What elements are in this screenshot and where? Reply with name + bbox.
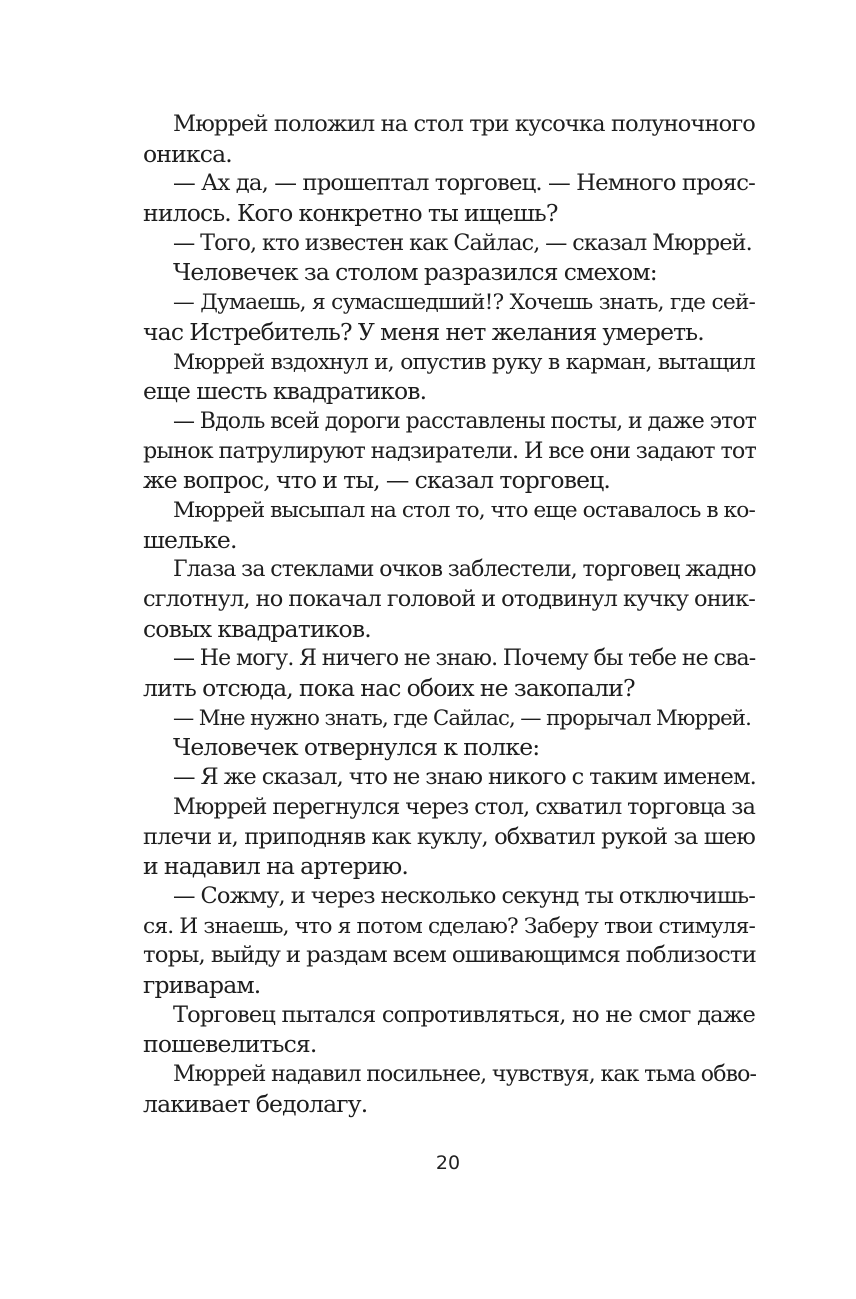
text-line: Мюррей надавил посильнее, чувствуя, как тьма обво-: [173, 1062, 757, 1087]
text-line: час Истребитель? У меня нет желания умереть.: [143, 317, 704, 346]
text-line: — Ах да, — прошептал торговец. — Немного прояс-: [173, 170, 755, 197]
text-line: — Того, кто известен как Сайлас, — сказал Мюррей.: [173, 229, 752, 256]
text-line: рынок патрулируют надзиратели. И все они задают тот: [143, 437, 756, 464]
text-line: шельке.: [143, 525, 237, 554]
text-line: Мюррей положил на стол три кусочка полуночного: [173, 111, 755, 137]
text-line: — Не могу. Я ничего не знаю. Почему бы тебе не сва-: [173, 646, 756, 672]
text-line: же вопрос, что и ты, — сказал торговец.: [143, 466, 611, 495]
text-line: — Я же сказал, что не знаю никого с таким именем.: [173, 764, 756, 791]
text-line: Мюррей перегнулся через стол, схватил торговца за: [173, 793, 755, 820]
text-line: — Мне нужно знать, где Сайлас, — прорычал Мюррей.: [173, 705, 752, 731]
text-line: плечи и, приподняв как куклу, обхватил рукой за шею: [143, 823, 755, 850]
text-line: торы, выйду и раздам всем ошивающимся поблизости: [143, 942, 756, 969]
body-text: [143, 110, 755, 1119]
text-line: Мюррей высыпал на стол то, что еще оставалось в ко-: [173, 497, 755, 523]
text-line: оникса.: [143, 139, 232, 168]
text-line: — Думаешь, я сумасшедший!? Хочешь знать, где сей-: [173, 290, 755, 316]
text-line: — Вдоль всей дороги расставлены посты, и даже этот: [173, 408, 757, 434]
text-line: пошевелиться.: [143, 1030, 317, 1059]
text-line: — Сожму, и через несколько секунд ты отключишь-: [173, 882, 755, 909]
text-line: лить отсюда, пока нас обоих не закопали?: [143, 674, 635, 703]
page-number: 20: [435, 1152, 461, 1174]
text-line: Глаза за стеклами очков заблестели, торговец жадно: [173, 557, 756, 583]
text-line: совых квадратиков.: [143, 614, 371, 643]
text-line: Торговец пытался сопротивляться, но не смог даже: [173, 1001, 755, 1028]
text-line: нилось. Кого конкретно ты ищешь?: [143, 199, 558, 228]
text-line: гриварам.: [143, 970, 261, 999]
text-line: Человечек за столом разразился смехом:: [173, 258, 657, 287]
text-line: сглотнул, но покачал головой и отодвинул кучку оник-: [143, 586, 755, 612]
text-line: и надавил на артерию.: [143, 852, 408, 881]
text-line: ся. И знаешь, что я потом сделаю? Заберу твои стимуля-: [143, 913, 755, 939]
text-line: еще шесть квадратиков.: [143, 377, 427, 406]
text-line: лакивает бедолагу.: [143, 1089, 368, 1118]
text-line: Человечек отвернулся к полке:: [173, 733, 540, 762]
text-line: Мюррей вздохнул и, опустив руку в карман, вытащил: [173, 349, 755, 375]
